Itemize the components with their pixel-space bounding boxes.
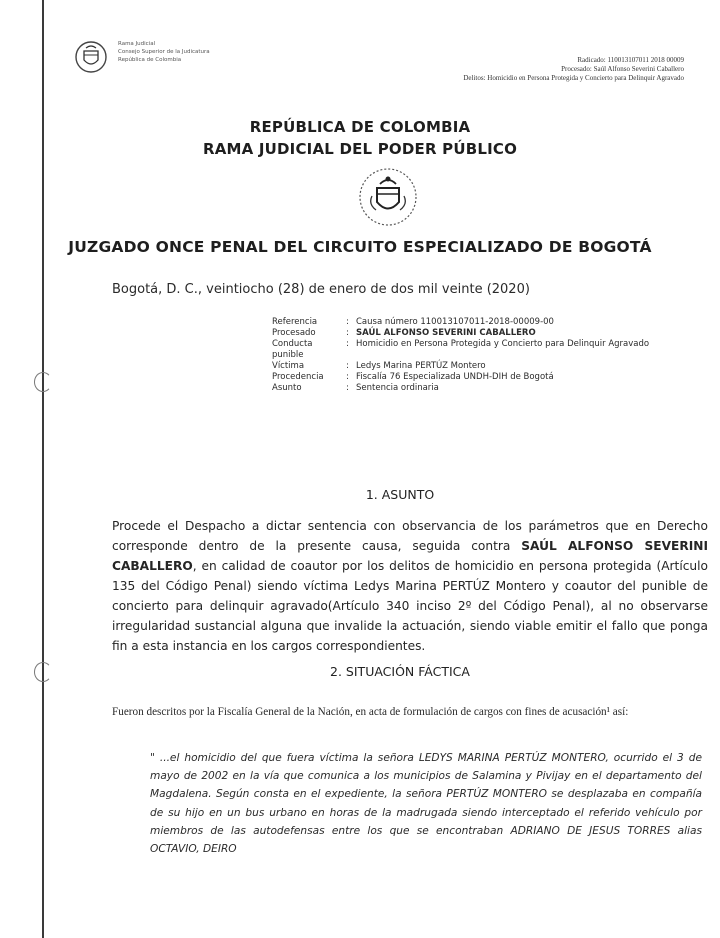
reference-label: Asunto [272,383,302,393]
reference-value: Causa número 110013107011-2018-00009-00 [356,317,554,327]
reference-value: Fiscalía 76 Especializada UNDH-DIH de Bogotá [356,372,554,382]
reference-label: Procedencia [272,372,324,382]
reference-row [272,361,712,372]
reference-label: Conducta punible [272,339,313,360]
reference-row [272,383,712,394]
reference-block [272,317,712,394]
coat-of-arms-logo [74,40,108,74]
court-name: JUZGADO ONCE PENAL DEL CIRCUITO ESPECIALIZADO DE BOGOTÁ [68,238,652,256]
header-left-text: Rama Judicial Consejo Superior de la Judicatura República de Colombia [118,41,210,63]
reference-label: Víctima [272,361,305,371]
quote-block: " ...el homicidio del que fuera víctima la señora LEDYS MARINA PERTÚZ MONTERO, ocurrido el 3 de mayo de 2002 en la vía que comunica a los municipios de Salamina y Pivijay en el departamento del Magdalena. Según consta en el expediente, la señora PERTÚZ MONTERO se desplazaba en compañía de su hijo en un bus urbano en horas de la madrugada siendo interceptado el referido vehículo por miembros de las autodefensas entre los que se encontraban ADRIANO DE JESUS TORRES alias OCTAVIO, DEIRO [150,752,702,856]
title-branch: RAMA JUDICIAL DEL PODER PÚBLICO [202,140,518,158]
punch-hole [34,372,52,392]
reference-colon: : [346,383,349,393]
reference-colon: : [346,317,349,327]
reference-row [272,339,712,361]
header-right-text: Radicado: 110013107011 2018 00009 Procesado: Saúl Alfonso Severini Caballero Delitos: Homicidio en Persona Protegida y Concierto para Delinquir Agravado [463,56,684,82]
reference-label: Referencia [272,317,318,327]
reference-row [272,317,712,328]
reference-value: Sentencia ordinaria [356,383,439,393]
reference-colon: : [346,361,349,371]
reference-colon: : [346,328,349,338]
reference-row [272,328,712,339]
section-title: 2. SITUACIÓN FÁCTICA [330,664,470,679]
reference-colon: : [346,372,349,382]
title-republic: REPÚBLICA DE COLOMBIA [249,118,471,136]
reference-value: SAÚL ALFONSO SEVERINI CABALLERO [356,328,536,338]
section-title: 1. ASUNTO [365,487,435,502]
section-2-intro: Fueron descritos por la Fiscalía General de la Nación, en acta de formulación de cargos con fines de acusación¹ así: [112,706,629,718]
reference-colon: : [346,339,349,349]
reference-value: Homicidio en Persona Protegida y Concierto para Delinquir Agravado [356,339,650,349]
reference-value: Ledys Marina PERTÚZ Montero [356,361,486,371]
date-line: Bogotá, D. C., veintiocho (28) de enero de dos mil veinte (2020) [112,282,530,297]
reference-label: Procesado [272,328,316,338]
coat-of-arms-emblem [356,166,420,228]
reference-row [272,372,712,383]
section-1-body: Procede el Despacho a dictar sentencia con observancia de los parámetros que en Derecho corresponde dentro de la presente causa, seguida contra SAÚL ALFONSO SEVERINI CABALLERO, en calidad de coautor por los delitos de homicidio en persona protegida (Artículo 135 del Código Penal) siendo víctima Ledys Marina PERTÚZ Montero y coautor del punible de concierto para delinquir agravado(Artículo 340 inciso 2º del Código Penal), al no observarse irregularidad sustancial alguna que invalide la actuación, siendo viable emitir el fallo que ponga fin a esta instancia en los cargos correspondientes. [112,519,708,653]
